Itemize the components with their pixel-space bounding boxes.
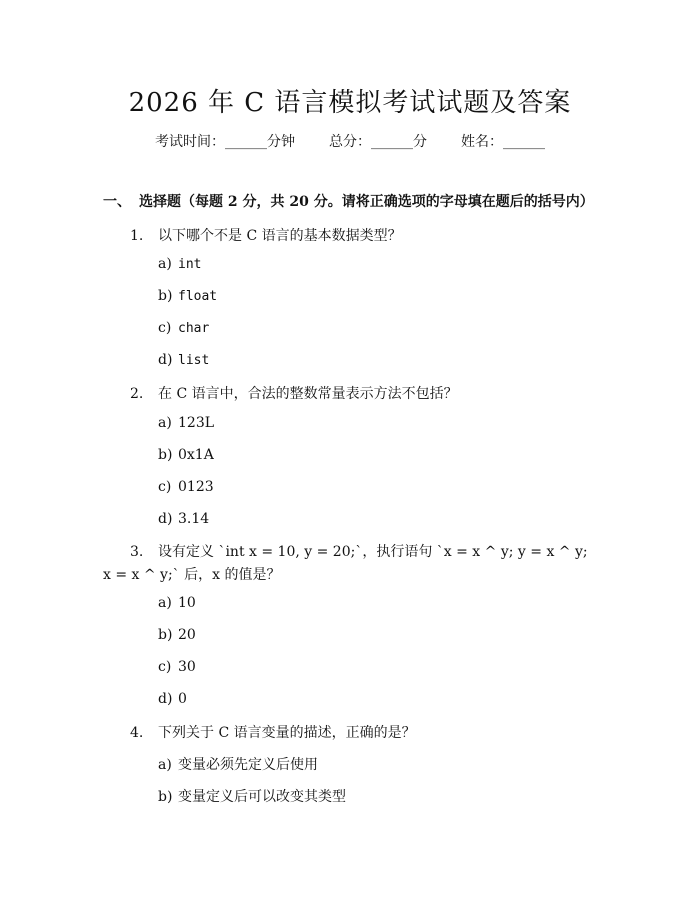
question-2 xyxy=(130,383,458,403)
question-text: 在 C 语言中，合法的整数常量表示方法不包括？ xyxy=(158,386,458,402)
option-text: float xyxy=(178,289,218,304)
option-label: a) xyxy=(158,415,172,431)
option-label: b) xyxy=(158,447,173,463)
option-3c xyxy=(158,659,196,675)
question-4 xyxy=(130,722,416,742)
student-name-field: 姓名：______ xyxy=(461,134,545,150)
page-title: 2026 年 C 语言模拟考试试题及答案 xyxy=(128,88,572,118)
option-text: 20 xyxy=(178,627,196,643)
option-label: a) xyxy=(158,256,172,272)
section-number: 一、 xyxy=(103,194,131,210)
option-label: b) xyxy=(158,288,173,304)
question-number: 4. xyxy=(130,725,144,741)
option-text: list xyxy=(178,353,210,368)
option-text: 30 xyxy=(178,659,196,675)
question-1 xyxy=(130,225,402,245)
total-score-field: 总分：______分 xyxy=(329,134,427,150)
option-text: 123L xyxy=(178,415,215,431)
section-heading xyxy=(103,191,594,211)
option-2d xyxy=(158,511,209,527)
exam-time-field: 考试时间：______分钟 xyxy=(155,134,295,150)
option-2c xyxy=(158,479,214,495)
option-label: c) xyxy=(158,479,172,495)
option-3d xyxy=(158,691,187,707)
option-text: 0 xyxy=(178,691,187,707)
question-text-line-2: x = x ^ y;` 后，x 的值是？ xyxy=(103,567,281,583)
option-label: a) xyxy=(158,757,172,773)
question-number: 1. xyxy=(130,228,144,244)
option-2a xyxy=(158,415,214,431)
question-number: 2. xyxy=(130,386,144,402)
question-text: 下列关于 C 语言变量的描述，正确的是？ xyxy=(158,725,416,741)
option-1d xyxy=(158,352,209,368)
question-3-continued xyxy=(103,564,280,584)
option-3a xyxy=(158,595,196,611)
option-label: c) xyxy=(158,659,172,675)
option-2b xyxy=(158,447,214,463)
option-label: c) xyxy=(158,320,172,336)
option-text: 0x1A xyxy=(178,447,214,463)
option-label: d) xyxy=(158,352,173,368)
option-text: 变量必须先定义后使用 xyxy=(178,757,318,773)
option-4a xyxy=(158,754,318,774)
exam-meta xyxy=(0,131,700,151)
option-text: 变量定义后可以改变其类型 xyxy=(178,789,346,805)
option-text: 0123 xyxy=(178,479,214,495)
option-text: int xyxy=(178,257,202,272)
option-label: b) xyxy=(158,789,173,805)
option-label: d) xyxy=(158,511,173,527)
option-text: 10 xyxy=(178,595,196,611)
option-1b xyxy=(158,288,217,304)
question-3 xyxy=(130,541,588,561)
section-title: 选择题（每题 2 分，共 20 分。请将正确选项的字母填在题后的括号内） xyxy=(139,194,594,210)
option-label: b) xyxy=(158,627,173,643)
option-1a xyxy=(158,256,201,272)
option-4b xyxy=(158,786,346,806)
question-number: 3. xyxy=(130,544,144,560)
question-text: 以下哪个不是 C 语言的基本数据类型？ xyxy=(158,228,402,244)
option-text: char xyxy=(178,321,210,336)
option-label: d) xyxy=(158,691,173,707)
question-text-line-1: 设有定义 `int x = 10, y = 20;`，执行语句 `x = x ^ y; y = x ^ y; xyxy=(158,544,588,560)
option-3b xyxy=(158,627,196,643)
option-1c xyxy=(158,320,209,336)
option-text: 3.14 xyxy=(178,511,210,527)
option-label: a) xyxy=(158,595,172,611)
